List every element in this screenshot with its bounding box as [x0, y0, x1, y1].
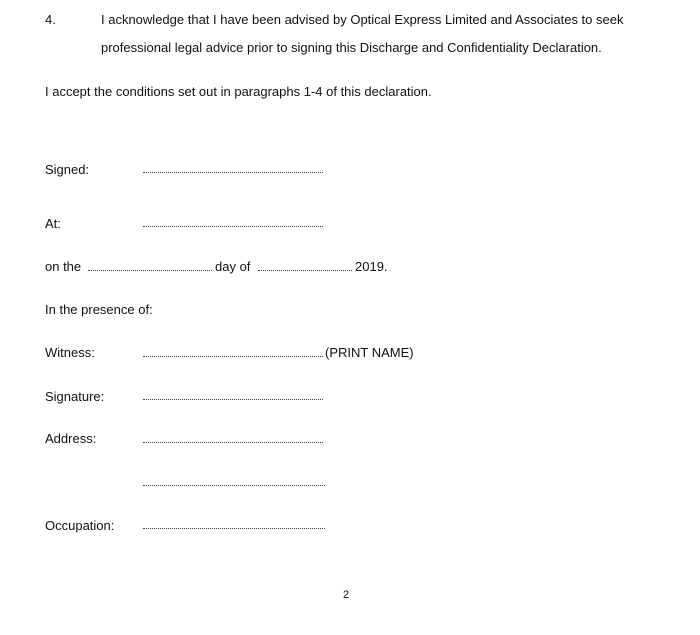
year-label: 2019.	[355, 259, 388, 274]
at-label: At:	[45, 216, 61, 231]
address-line-1[interactable]	[143, 442, 323, 443]
page-number: 2	[343, 589, 350, 601]
signed-line[interactable]	[143, 172, 323, 173]
signature-line[interactable]	[143, 399, 323, 400]
signature-label: Signature:	[45, 389, 105, 404]
presence-label: In the presence of:	[45, 302, 153, 317]
at-line[interactable]	[143, 226, 323, 227]
occupation-line[interactable]	[143, 528, 325, 529]
day-of-label: day of	[215, 259, 251, 274]
day-line[interactable]	[88, 270, 212, 271]
accept-statement: I accept the conditions set out in paragraphs 1-4 of this declaration.	[45, 84, 432, 99]
witness-line[interactable]	[143, 356, 323, 357]
month-line[interactable]	[258, 270, 352, 271]
paragraph-text-line-2: professional legal advice prior to signing this Discharge and Confidentiality Declaration.	[101, 40, 602, 55]
witness-label: Witness:	[45, 345, 95, 360]
on-the-label: on the	[45, 259, 82, 274]
occupation-label: Occupation:	[45, 518, 115, 533]
signed-label: Signed:	[45, 162, 90, 177]
address-line-2[interactable]	[143, 485, 325, 486]
print-name-label: (PRINT NAME)	[325, 345, 414, 360]
paragraph-number: 4.	[45, 12, 56, 27]
address-label: Address:	[45, 431, 97, 446]
paragraph-text-line-1: I acknowledge that I have been advised by Optical Express Limited and Associates to seek	[101, 12, 624, 27]
